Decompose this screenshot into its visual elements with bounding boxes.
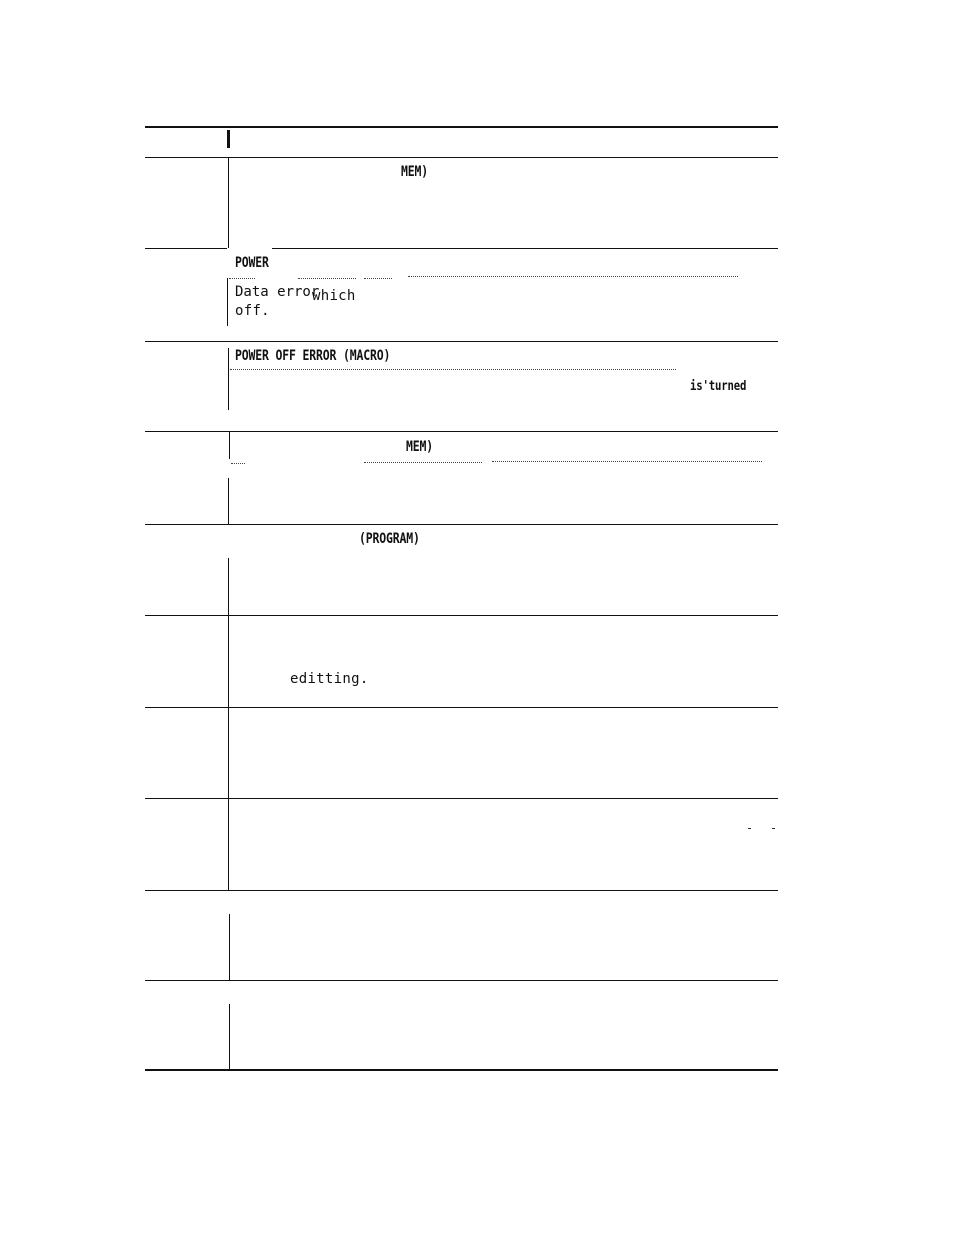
dotted-leader: [492, 461, 762, 462]
row-5-fragment: (PROGRAM): [359, 531, 420, 547]
row-divider: [145, 615, 778, 616]
row-divider: [145, 707, 778, 708]
dotted-leader: [231, 463, 245, 464]
dotted-leader: [364, 462, 482, 463]
row-3-fragment: POWER OFF ERROR (MACRO): [235, 348, 391, 364]
column-separator: [229, 914, 230, 980]
header-column-separator: [227, 130, 230, 148]
column-separator: [228, 615, 229, 707]
row-divider: [145, 890, 778, 891]
row-divider: [272, 248, 778, 249]
row-2-fragment: POWER: [235, 255, 269, 271]
table-bottom-rule: [145, 1069, 778, 1071]
row-1-fragment: MEM): [401, 164, 428, 180]
row-divider: [145, 431, 778, 432]
row-2-fragment: Data error: [235, 284, 320, 300]
table-top-rule: [145, 126, 778, 128]
row-2-fragment: off.: [235, 303, 270, 319]
column-separator: [227, 278, 228, 326]
row-4-fragment: MEM): [406, 439, 433, 455]
row-divider: [145, 980, 778, 981]
column-separator: [228, 798, 229, 890]
column-separator: [228, 478, 229, 524]
column-separator: [229, 431, 230, 459]
column-separator: [228, 348, 229, 410]
dotted-leader: [298, 278, 356, 279]
row-2-fragment: which: [312, 288, 356, 304]
header-bottom-rule: [145, 157, 778, 158]
row-3-fragment: is'turned: [690, 379, 747, 394]
row-divider: [145, 524, 778, 525]
dotted-leader: [408, 276, 738, 277]
stray-mark: [772, 828, 775, 829]
dotted-leader: [230, 369, 676, 370]
dotted-leader: [364, 278, 392, 279]
row-divider: [145, 248, 227, 249]
row-divider: [145, 798, 778, 799]
stray-mark: [748, 828, 751, 829]
column-separator: [228, 158, 229, 248]
column-separator: [228, 558, 229, 615]
column-separator: [228, 707, 229, 798]
row-divider: [145, 341, 778, 342]
dotted-leader: [229, 278, 255, 279]
column-separator: [229, 1004, 230, 1069]
row-6-fragment: editting.: [290, 671, 369, 687]
